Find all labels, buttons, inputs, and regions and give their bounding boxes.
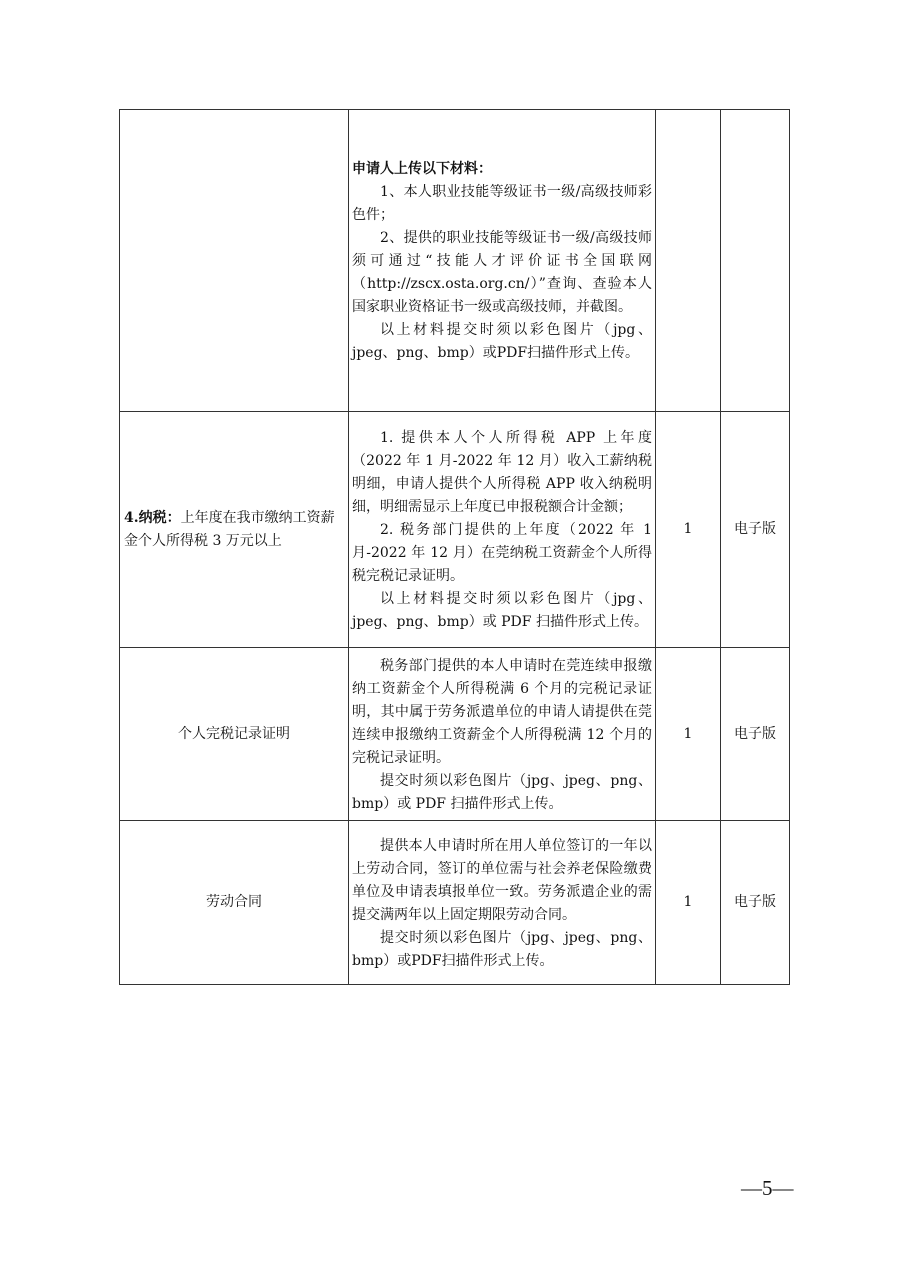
requirement-cell bbox=[120, 110, 349, 412]
materials-paragraph: 以上材料提交时须以彩色图片（jpg、jpeg、png、bmp）或PDF扫描件形式上传。 bbox=[352, 322, 652, 361]
materials-paragraph: 提供本人申请时所在用人单位签订的一年以上劳动合同，签订的单位需与社会养老保险缴费单位及申请表填报单位一致。劳务派遣企业的需提交满两年以上固定期限劳动合同。 bbox=[352, 837, 652, 923]
quantity-cell: 1 bbox=[656, 821, 721, 985]
format-cell: 电子版 bbox=[721, 412, 790, 648]
requirement-label: 4.纳税： bbox=[124, 509, 181, 526]
quantity-cell: 1 bbox=[656, 412, 721, 648]
materials-paragraph: 2、提供的职业技能等级证书一级/高级技师须可通过“技能人才评价证书全国联网（http://zscx.osta.org.cn/）”查询、查验本人国家职业资格证书一级或高级技师，并截图。 bbox=[352, 230, 652, 315]
materials-paragraph: 提交时须以彩色图片（jpg、jpeg、png、bmp）或PDF扫描件形式上传。 bbox=[352, 929, 652, 969]
requirement-cell bbox=[120, 648, 349, 821]
materials-paragraph: 税务部门提供的本人申请时在莞连续申报缴纳工资薪金个人所得税满 6 个月的完税记录证明，其中属于劳务派遣单位的申请人请提供在莞连续申报缴纳工资薪金个人所得税满 12 个月的完税记录证明。 bbox=[352, 657, 652, 766]
materials-paragraph: 1. 提供本人个人所得税 APP 上年度（2022 年 1 月-2022 年 12 月）收入工薪纳税明细，申请人提供个人所得税 APP 收入纳税明细，明细需显示上年度已申报税额合计金额； bbox=[352, 430, 652, 515]
materials-heading: 申请人上传以下材料： bbox=[352, 161, 492, 177]
requirement-text: 个人完税记录证明 bbox=[178, 725, 290, 742]
format-cell: 电子版 bbox=[721, 821, 790, 985]
materials-paragraph: 2. 税务部门提供的上年度（2022 年 1 月-2022 年 12 月）在莞纳税工资薪金个人所得税完税记录证明。 bbox=[352, 522, 652, 584]
table-row bbox=[120, 110, 790, 412]
quantity-cell: 1 bbox=[656, 648, 721, 821]
table-row bbox=[120, 648, 790, 821]
quantity-cell bbox=[656, 110, 721, 412]
materials-table bbox=[119, 109, 790, 985]
materials-cell bbox=[349, 648, 656, 821]
requirement-cell bbox=[120, 412, 349, 648]
table-row bbox=[120, 412, 790, 648]
materials-paragraph: 以上材料提交时须以彩色图片（jpg、jpeg、png、bmp）或 PDF 扫描件形式上传。 bbox=[352, 591, 652, 630]
requirement-cell bbox=[120, 821, 349, 985]
materials-paragraph: 提交时须以彩色图片（jpg、jpeg、png、bmp）或 PDF 扫描件形式上传。 bbox=[352, 772, 652, 812]
format-cell bbox=[721, 110, 790, 412]
requirement-text: 劳动合同 bbox=[206, 894, 262, 910]
materials-cell bbox=[349, 821, 656, 985]
materials-cell bbox=[349, 412, 656, 648]
format-cell: 电子版 bbox=[721, 648, 790, 821]
materials-cell bbox=[349, 110, 656, 412]
materials-paragraph: 1、本人职业技能等级证书一级/高级技师彩色件； bbox=[352, 184, 652, 223]
table-row bbox=[120, 821, 790, 985]
requirement-text: 上年度在我市缴纳工资薪金个人所得税 3 万元以上 bbox=[124, 509, 335, 549]
page-number: —5— bbox=[741, 1176, 794, 1200]
